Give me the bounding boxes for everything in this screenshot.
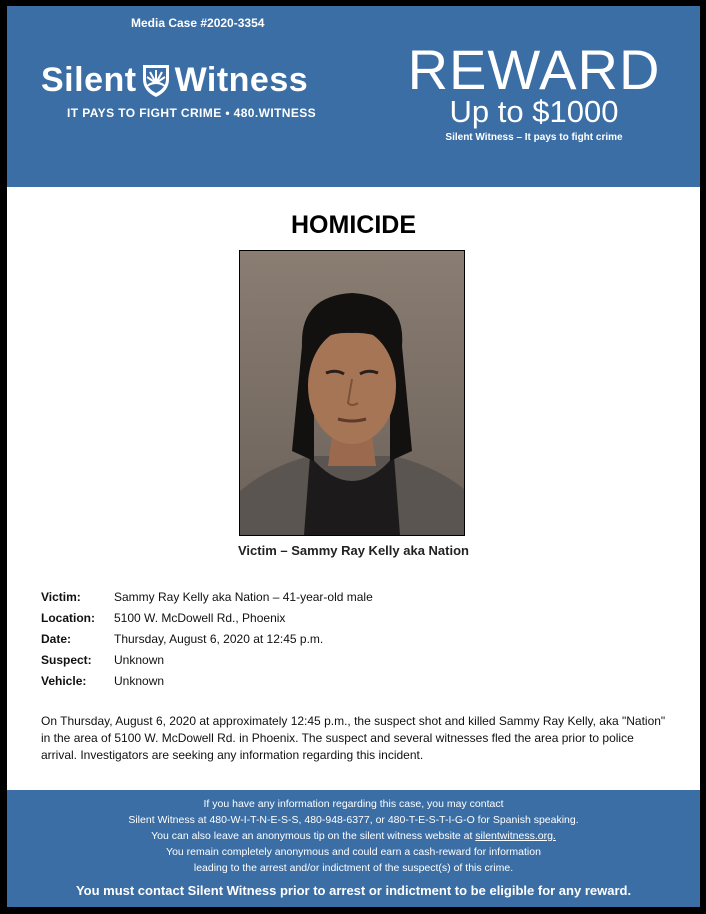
case-summary: On Thursday, August 6, 2020 at approximately 12:45 p.m., the suspect shot and killed Sammy Ray Kelly, aka "Nation" in the area of 5100 W. McDowell Rd. in Phoenix. The suspect and several witnesses fled the area prior to police arrival. Investigators are seeking any information regarding this incident. [41, 714, 666, 762]
detail-value: Unknown [114, 674, 165, 688]
detail-row-location [41, 611, 373, 632]
footer-line-2: Silent Witness at 480-W-I-T-N-E-S-S, 480-948-6377, or 480-T-E-S-T-I-G-O for Spanish speaking. [128, 814, 579, 826]
detail-row-suspect [41, 653, 373, 674]
footer-line-3 [7, 828, 700, 844]
detail-value: 5100 W. McDowell Rd., Phoenix [114, 611, 286, 625]
brand-word-silent: Silent [41, 61, 137, 100]
brand-tagline: IT PAYS TO FIGHT CRIME • 480.WITNESS [67, 106, 317, 120]
case-title: HOMICIDE [291, 211, 416, 239]
shield-sunburst-icon [141, 61, 171, 99]
detail-value: Thursday, August 6, 2020 at 12:45 p.m. [114, 632, 324, 646]
brand-logo [41, 58, 308, 100]
detail-label: Location: [41, 611, 95, 625]
reward-subtitle: Silent Witness – It pays to fight crime [445, 132, 623, 143]
photo-caption: Victim – Sammy Ray Kelly aka Nation [238, 543, 469, 558]
footer-line-3-text: You can also leave an anonymous tip on the silent witness website at [151, 830, 476, 842]
reward-eligibility-notice: You must contact Silent Witness prior to arrest or indictment to be eligible for any reward. [75, 883, 632, 898]
brand-word-witness: Witness [174, 61, 309, 100]
detail-row-date [41, 632, 373, 653]
victim-photo [239, 250, 465, 536]
footer-line-5: leading to the arrest and/or indictment of the suspect(s) of this crime. [193, 862, 514, 874]
reward-amount: Up to $1000 [449, 94, 619, 129]
flyer-page [7, 6, 700, 907]
detail-row-victim [41, 590, 373, 611]
header-banner [7, 6, 700, 187]
footer-line-1: If you have any information regarding this case, you may contact [203, 798, 504, 810]
detail-label: Vehicle: [41, 674, 87, 688]
detail-value: Unknown [114, 653, 165, 667]
footer-line-4: You remain completely anonymous and could earn a cash-reward for information [166, 846, 541, 858]
victim-portrait-illustration [240, 251, 464, 535]
footer-banner [7, 790, 700, 907]
detail-row-vehicle [41, 674, 373, 695]
media-case-number: Media Case #2020-3354 [131, 16, 265, 30]
case-details [41, 590, 373, 695]
detail-label: Suspect: [41, 653, 92, 667]
reward-title: REWARD [407, 38, 661, 101]
website-link[interactable]: silentwitness.org. [475, 830, 556, 842]
detail-label: Date: [41, 632, 72, 646]
detail-value: Sammy Ray Kelly aka Nation – 41-year-old male [114, 590, 373, 604]
detail-label: Victim: [41, 590, 81, 604]
